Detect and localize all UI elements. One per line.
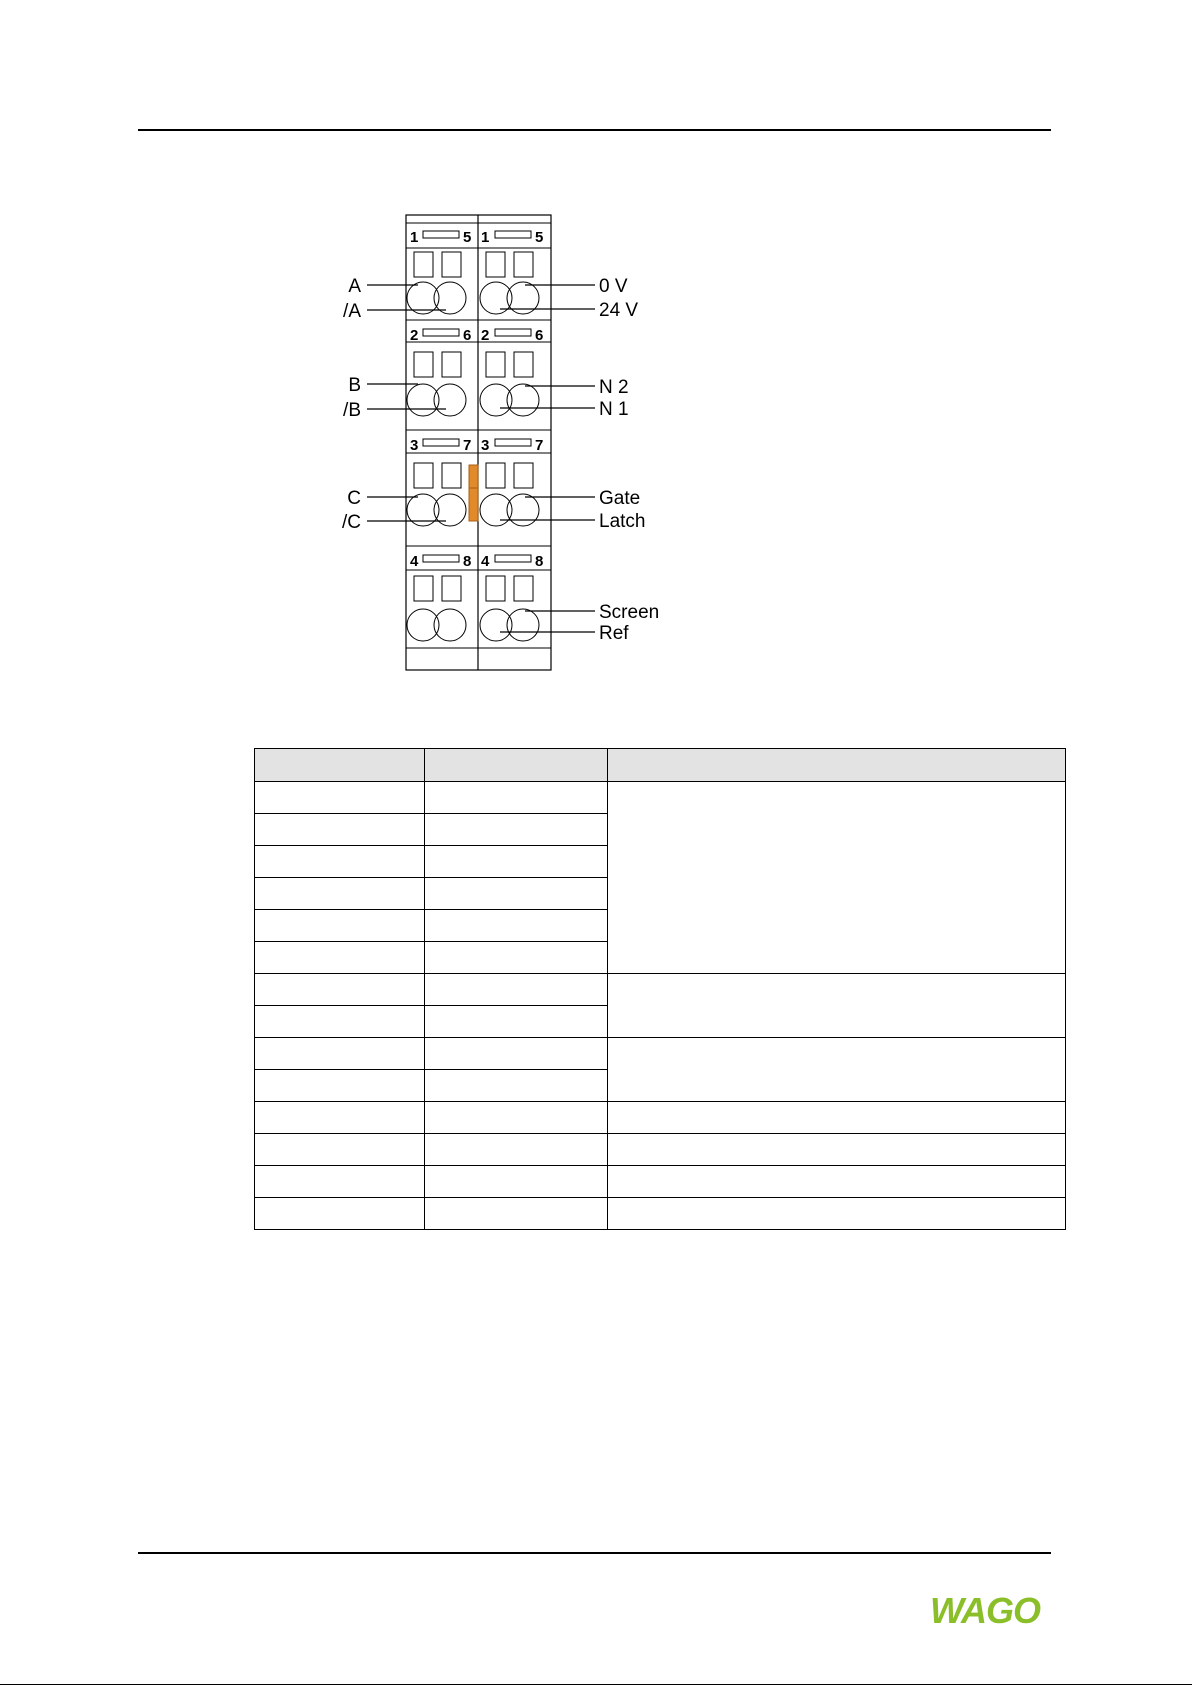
terminal-number: 6 [535, 327, 544, 344]
table-row [255, 1198, 1066, 1230]
terminal-number: 7 [535, 437, 544, 454]
terminal-number: 7 [463, 437, 472, 454]
table-row [255, 782, 1066, 814]
right-label: 0 V [599, 276, 628, 297]
left-label: A [348, 276, 361, 297]
right-label: Gate [599, 488, 641, 509]
terminal-number: 4 [410, 553, 419, 570]
orange-marker [469, 465, 478, 521]
table-row [255, 974, 1066, 1006]
terminal-connector-diagram [0, 0, 1192, 700]
column-header [425, 749, 608, 782]
table-row [255, 1102, 1066, 1134]
terminal-number: 3 [481, 437, 490, 454]
terminal-number: 3 [410, 437, 419, 454]
right-label: N 1 [599, 399, 629, 420]
merged-description-cell [608, 974, 1066, 1038]
left-label: C [347, 488, 361, 509]
terminal-number: 1 [481, 229, 490, 246]
pin-assignment-table [254, 748, 1066, 1230]
column-header [608, 749, 1066, 782]
right-label: Ref [599, 623, 629, 644]
footer-rule [138, 1552, 1051, 1554]
terminal-number: 1 [410, 229, 419, 246]
left-label: /B [343, 400, 361, 421]
terminal-number: 8 [535, 553, 544, 570]
left-label: /A [343, 301, 361, 322]
right-label: Screen [599, 602, 660, 623]
terminal-number: 8 [463, 553, 472, 570]
right-label: N 2 [599, 377, 629, 398]
terminal-number: 5 [463, 229, 472, 246]
terminal-number: 2 [410, 327, 419, 344]
terminal-number: 5 [535, 229, 544, 246]
terminal-number: 2 [481, 327, 490, 344]
left-label: B [348, 375, 361, 396]
right-label: 24 V [599, 300, 639, 321]
left-label: /C [342, 512, 361, 533]
merged-description-cell [608, 782, 1066, 974]
table-row [255, 1134, 1066, 1166]
logo-text: WAGO [930, 1592, 1040, 1631]
table-header-row [255, 749, 1066, 782]
right-label: Latch [599, 511, 646, 532]
terminal-number: 6 [463, 327, 472, 344]
merged-description-cell [608, 1038, 1066, 1102]
table-row [255, 1038, 1066, 1070]
column-header [255, 749, 425, 782]
terminal-number: 4 [481, 553, 490, 570]
table-row [255, 1166, 1066, 1198]
wago-logo [930, 1592, 1050, 1632]
